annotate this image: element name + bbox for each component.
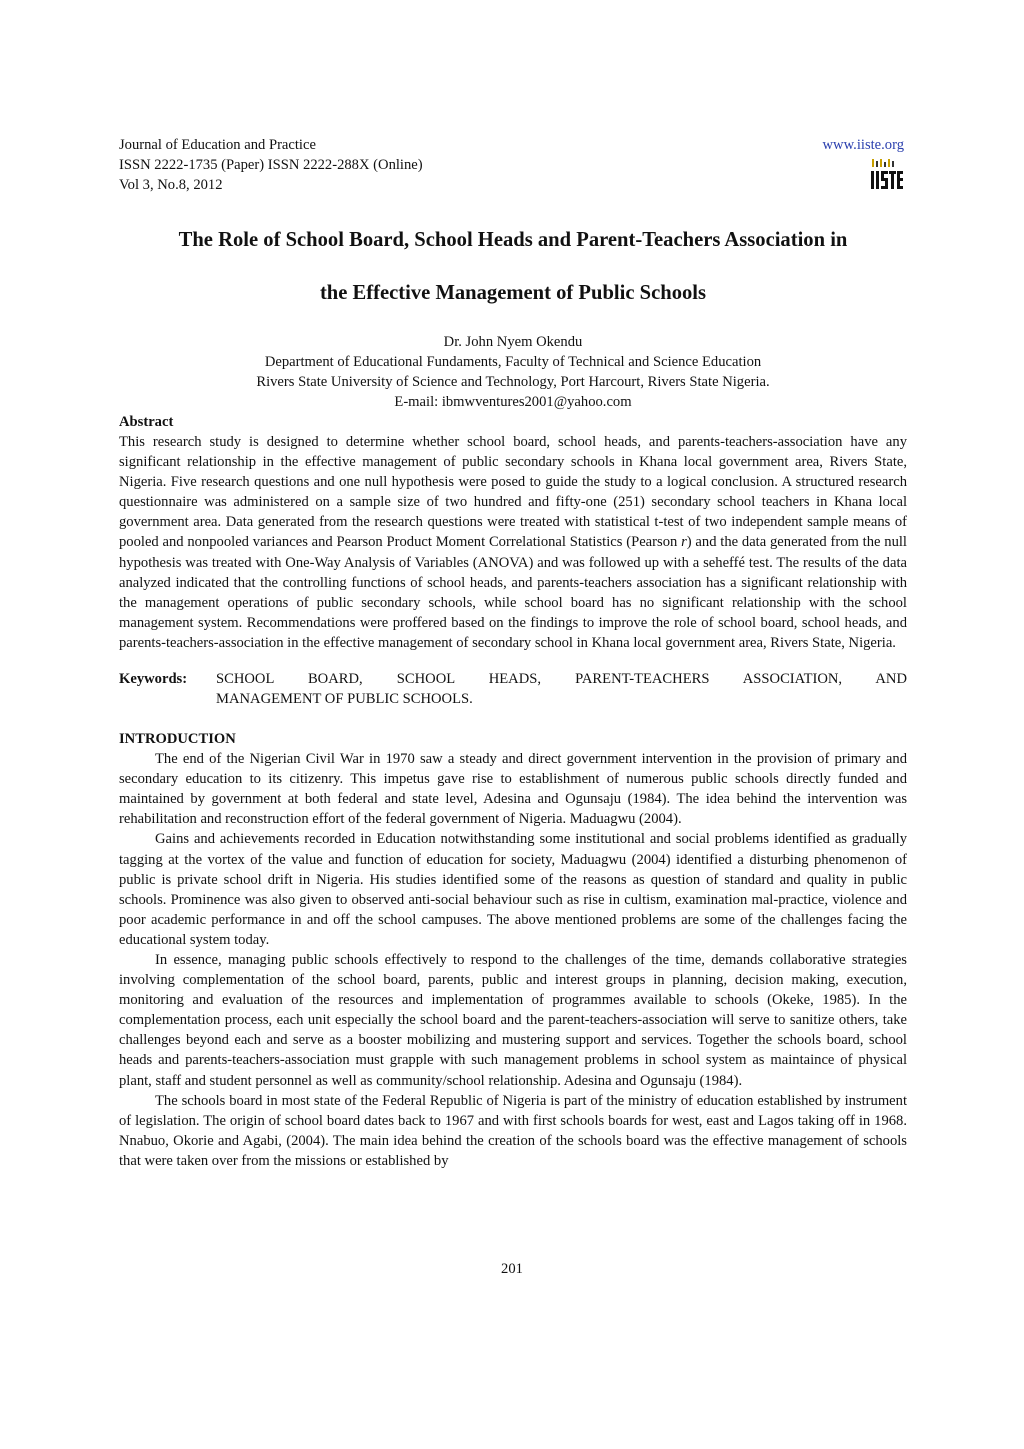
journal-issn: ISSN 2222-1735 (Paper) ISSN 2222-288X (Online): [119, 157, 423, 173]
keywords-label: Keywords:: [119, 671, 188, 688]
journal-name: Journal of Education and Practice: [119, 137, 316, 153]
introduction-paragraph-2: Gains and achievements recorded in Education notwithstanding some institutional and social problems identified as gradually tagging at the vortex of the value and function of education for society, Maduagwu (2004) identified a disturbing phenomenon of public is private school drift in Nigeria. His studies identified some of the reasons as question of standard and quality in public schools. Prominence was also given to observed anti-social behaviour such as rise in cultism, examination mal-practice, violence and poor academic performance in and off the school campuses. The above mentioned problems are some of the challenges facing the educational system today.: [119, 831, 907, 948]
author-block: [119, 332, 907, 412]
author-university: Rivers State University of Science and Technology, Port Harcourt, Rivers State Nigeria.: [256, 374, 770, 390]
journal-volume: Vol 3, No.8, 2012: [119, 177, 223, 193]
introduction-paragraph-1: The end of the Nigerian Civil War in 1970 saw a steady and direct government intervention in the provision of primary and secondary education to its citizenry. This impetus gave rise to establishment of numerous public schools directly funded and maintained by government at both federal and state level, Adesina and Ogunsaju (1984). The idea behind the intervention was rehabilitation and reconstruction effort of the federal government of Nigeria. Maduagwu (2004).: [119, 751, 907, 828]
abstract-pearson-r: r: [681, 534, 687, 551]
abstract-heading: Abstract: [119, 414, 174, 430]
introduction-heading: INTRODUCTION: [119, 731, 236, 748]
keywords-line-1: SCHOOL BOARD, SCHOOL HEADS, PARENT-TEACHERS ASSOCIATION, AND: [216, 671, 907, 688]
author-department: Department of Educational Fundaments, Faculty of Technical and Science Education: [264, 354, 762, 370]
abstract-text-part-1: This research study is designed to determine whether school board, school heads, and parents-teachers-association have any significant relationship in the effective management of public secondary schools in Khana local government area, Rivers State, Nigeria. Five research questions and one null hypothesis were posed to guide the study to a logical conclusion. A structured research questionnaire was administered on a sample size of two hundred and fifty-one (251) secondary school teachers in Khana local government area. Data generated from the research questions were treated with statistical t-test of two independent sample means of pooled and nonpooled variances and Pearson Product Moment Correlational Statistics (Pearson: [119, 434, 907, 551]
paper-title-line-1: The Role of School Board, School Heads and Parent-Teachers Association in: [178, 229, 848, 251]
paper-title-line-2: the Effective Management of Public Schools: [319, 282, 707, 304]
author-name: Dr. John Nyem Okendu: [443, 334, 583, 350]
keywords-line-2: MANAGEMENT OF PUBLIC SCHOOLS.: [216, 691, 473, 708]
iiste-logo-icon: [870, 157, 904, 191]
page-number: 201: [501, 1261, 523, 1277]
keywords: [119, 669, 907, 709]
introduction-paragraph-3: In essence, managing public schools effectively to respond to the challenges of the time, demands collaborative strategies involving complementation of the school board, parents, public and interest groups in planning, decision making, execution, monitoring and evaluation of the resources and implementation of programmes available to schools (Okeke, 1985). In the complementation process, each unit especially the school board and the parent-teachers-association will serve to sanitize others, take challenges beyond each and serve as a booster mobilizing and mustering support and services. Together the schools board, school heads and parents-teachers-association must grapple with such management problems in school system as maintaince of physical plant, staff and student personnel as well as community/school relationship. Adesina and Ogunsaju (1984).: [119, 951, 907, 1089]
abstract-text-part-2: ) and the data generated from the null hypothesis was treated with One-Way Analysis of Variables (ANOVA) and was followed up with a seheffé test. The results of the data analyzed indicated that the controlling functions of school heads, and parents-teachers association has a significant relationship with the management operations of public secondary schools, while school board has no significant relationship with the school management system. Recommendations were proffered based on the findings to improve the role of school board, school heads, and parents-teachers-association in the effective management of secondary school in Khana local government area, Rivers State, Nigeria.: [119, 534, 907, 651]
website-link[interactable]: www.iiste.org: [822, 137, 904, 153]
page-content: [119, 135, 907, 1171]
abstract-text: [119, 432, 907, 653]
keywords-text: [216, 669, 907, 709]
author-email: E-mail: ibmwventures2001@yahoo.com: [394, 394, 632, 410]
introduction-paragraph-4: The schools board in most state of the Federal Republic of Nigeria is part of the ministry of education established by instrument of legislation. The origin of school board dates back to 1967 and with first schools boards for west, east and Lagos taking off in 1968. Nnabuo, Okorie and Agabi, (2004). The main idea behind the creation of the schools board was the effective management of schools that were taken over from the missions or established by: [119, 1092, 907, 1169]
journal-header: [119, 135, 907, 195]
